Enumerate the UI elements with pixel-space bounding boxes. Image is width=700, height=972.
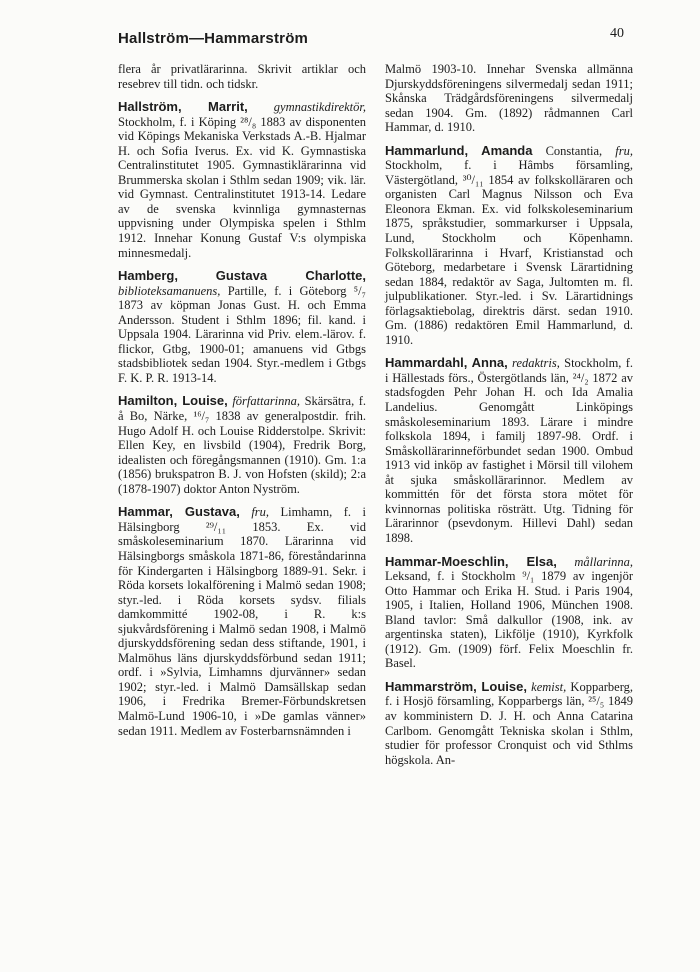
entry-text: Malmö 1903-10. Innehar Svenska allmänna Djurskyddsföreningens silvermedalj sedan 1911; Skånska Trädgårdsföreningens silvermedalj sedan 1904. Gm. (1892) rådmannen Carl Hammar, d. 1910. [385,62,633,135]
entry-title: fru, [251,505,270,520]
left-column [118,62,366,747]
entry-text: Stockholm, f. i Hâmbs församling, Västergötland, ³⁰/₁₁ 1854 av folkskolläraren och organisten Carl Magnus Nilsson och Eva Eleonora Ekman. Ex. vid folkskoleseminarium 1875, språkstudier, sommarkurser i Uppsala, Lund, Stockholm och Köpenhamn. Folkskollärarinna i Hvarf, Kristianstad och Göteborg, medarbetare i Svensk Lärartidning sedan 1884, redaktör av Saga, Jultomten m. fl. julpublikationer. Styr.-led. i Sv. Lärartidnings förlagsaktiebolag, direktris därst. sedan 1910. Gm. (1886) redaktören Emil Hammarlund, d. 1910. [385,158,633,347]
right-column [385,62,633,776]
entry-text: Partille, f. i Göteborg ⁵/₇ 1873 av köpman Jonas Gust. H. och Emma Andersson. Student i Sthlm 1896; fil. kand. i Uppsala 1904. Lärarinna vid Priv. elem.-lärov. f. flickor, Gtbg, 1900-01; amanuens vid Gtbgs stadsbibliotek sedan 1904. Styr.-medlem i Gtbgs F. K. P. R. 1913-14. [118,283,366,385]
entry-hamilton-louise [118,394,366,496]
entry-hammarstrom-louise [385,680,633,767]
entry-name: Hammardahl, Anna, [385,355,508,371]
entry-name-plain: Constantia, [545,143,603,158]
entry-text: Stockholm, f. i Hällestads förs., Östergötlands län, ²⁴/₂ 1872 av stadsfogden Pehr Johan H. och Ida Amalia Landelius. Genomgått Linköpings småskoleseminarium 1893. Lärare i mindre folkskola 1894, i familj 1897-98. Ordf. i Småskollärarinneförbundet sedan 1900. Ombud 1913 vid inköp av fastighet i Mörsil till vilohem åt sjuka småskollärarinnor. Medlem av kommittén för det första stora mötet för kvinnornas politiska rösträtt. Utg. Tidning för Lärarinnor (psevdonym. Hillevi Dahl) sedan 1898. [385,356,633,545]
entry-hallstrom-marrit [118,100,366,260]
entry-text: flera år privatlärarinna. Skrivit artiklar och resebrev till tidn. och tidskr. [118,62,366,91]
running-head: Hallström—Hammarström [118,30,309,47]
entry-hammarlund-amanda [385,144,633,348]
entry-text: Stockholm, f. i Köping ²⁸/₈ 1883 av disponenten vid Köpings Mekaniska Verkstads A.-B. Hjalmar H. och Sofia Iverus. Ex. vid K. Gymnastiska Centralinstitutet 1905. Gymnastiklärarinna vid Brummerska skolan i Sthlm sedan 1909; vik. lär. vid Gymnast. Centralinstitutet 1913-14. Ledare av de svenska kvinnliga gymnasternas uppvisning under Olympiska spelen i Sthlm 1912. Innehar Konung Gustaf V:s olympiska minnesmedalj. [118,114,366,260]
entry-text: Limhamn, f. i Hälsingborg ²⁹/₁₁ 1853. Ex. vid småskoleseminarium 1870. Lärarinna vid Hälsingborgs småskola 1871-86, föreståndarinna för Kindergarten i Hälsingborg 1889-91. Sekr. i Röda korsets lokalförening i Malmö sedan 1908; styr.-led. i Röda korsets sydsv. filials damkommitté 1902-08, i R. k:s sjukvårdsförening i Malmö sedan 1908, i Malmö djurskyddsförening sedan dess stiftande, 1901, i Malmöhus läns djurskyddsförbund sedan 1911; ordf. i »Sylvia, Limhamns djurvänner» sedan 1902; styr.-led. i Malmö Damsällskap sedan 1906, i Fredrika Bremer-Förbundskretsen Malmö-Lund 1906-10, i »De gamlas vänner» sedan 1911. Medlem av Fosterbarnsnämnden i [118,505,367,738]
entry-hamberg-gustava [118,269,366,385]
entry-title: mållarinna, [574,554,633,569]
entry-title: gymnastikdirektör, [273,100,366,115]
entry-continuation [118,62,366,91]
entry-title: kemist, [531,679,567,694]
entry-title: fru, [615,143,634,158]
entry-title: redaktris, [512,356,560,371]
entry-title: författarinna, [232,394,301,409]
entry-name: Hallström, Marrit, [118,99,248,115]
entry-name: Hamilton, Louise, [118,393,228,409]
entry-continuation [385,62,633,135]
entry-hammardahl-anna [385,356,633,545]
entry-text: Kopparberg, f. i Hosjö församling, Kopparbergs län, ²⁵/₅ 1849 av komministern D. J. H. och Anna Catarina Carlbom. Genomgått Tekniska skolan i Sthlm, studier för professor Cronquist och vid Sthlms högskola. An- [385,679,634,767]
entry-name: Hammarström, Louise, [385,678,527,694]
entry-text: Skärsätra, f. å Bo, Närke, ¹⁶/₇ 1838 av generalpostdir. frih. Hugo Adolf H. och Louise Ridderstolpe. Skrivit: Ellen Key, en livsbild (1904), Fredrik Borg, idealisten och föregångsmannen (1910). Gm. 1:a (1856) brukspatron B. J. von Hofsten (skild); 2:a (1878-1907) doktor Anton Nyström. [118,394,367,496]
entry-hammar-gustava [118,505,366,738]
entry-name: Hammar-Moeschlin, Elsa, [385,553,557,569]
entry-text: Leksand, f. i Stockholm ⁹/₁ 1879 av ingenjör Otto Hammar och Erika H. Stud. i Paris 1904, 1905, i Italien, Holland 1906, München 1908. Bland tavlor: Små dalkullor (1908, ink. av argentinska staten), Likfölje (1910), Kyrkfolk (1912). Gm. (1909) förf. Felix Moeschlin fr. Basel. [385,569,633,671]
entry-name: Hammarlund, Amanda [385,142,533,158]
entry-name: Hamberg, [118,268,178,284]
entry-name: Hammar, Gustava, [118,504,240,520]
entry-name-rest: Gustava Charlotte, [215,268,366,284]
entry-title: biblioteksamanuens, [118,283,221,298]
entry-hammar-moeschlin-elsa [385,555,633,671]
page-number: 40 [610,26,624,41]
